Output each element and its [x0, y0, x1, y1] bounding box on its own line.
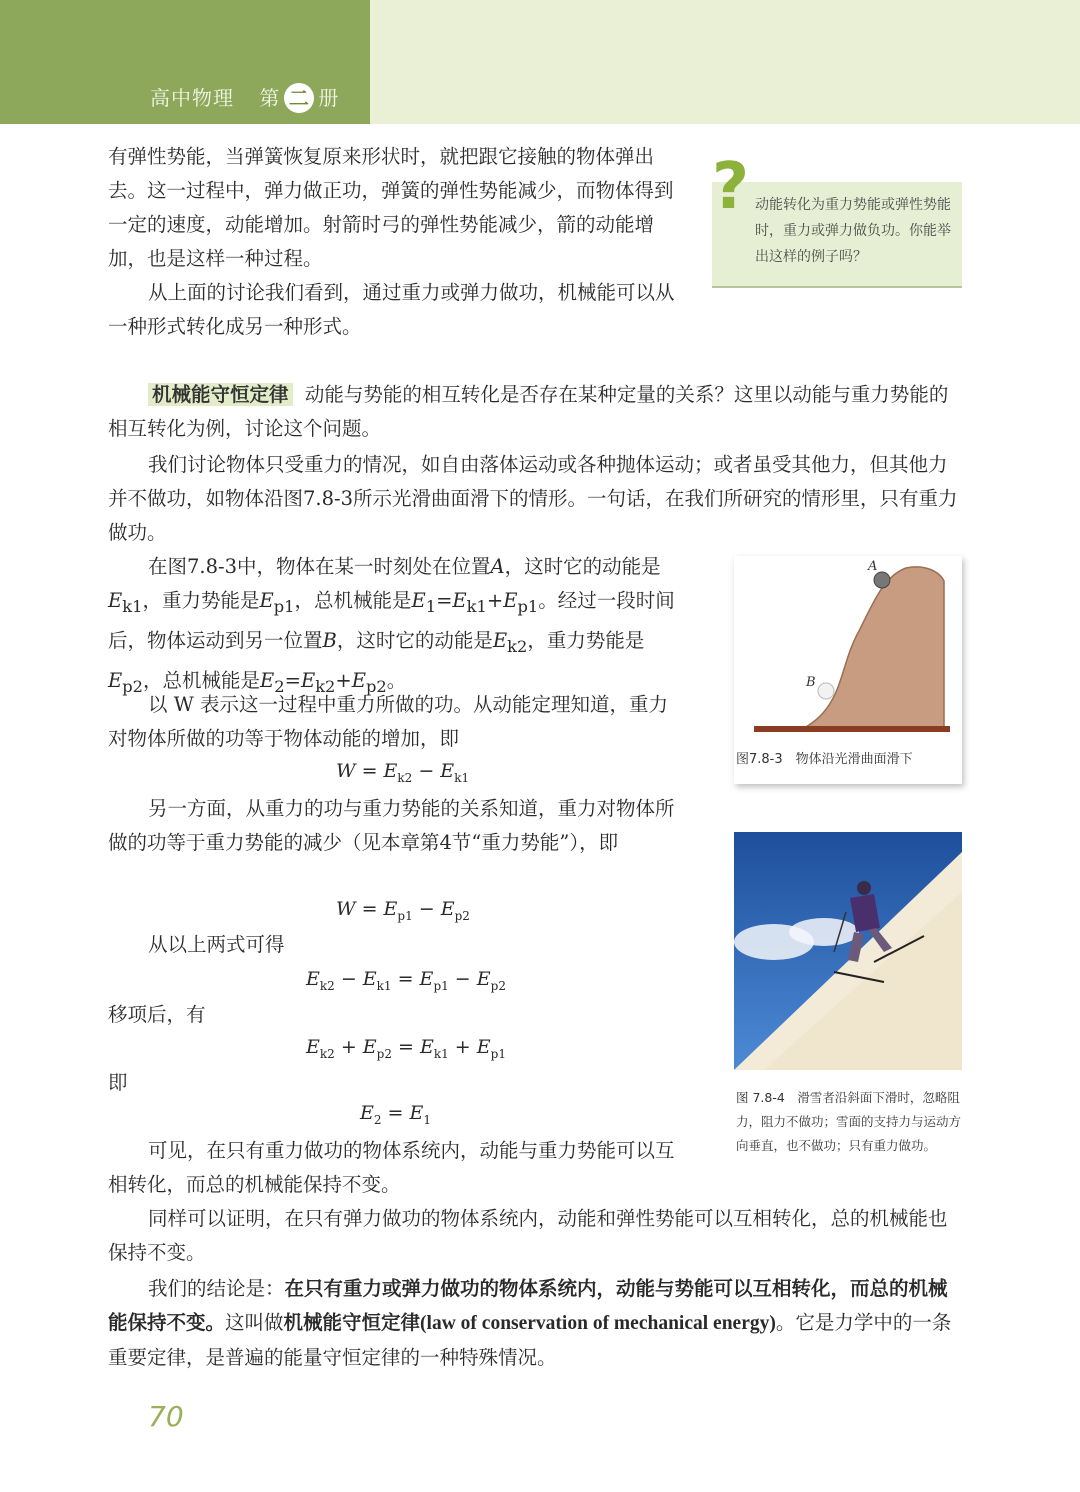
p13-part: 我们的结论是： [148, 1277, 285, 1300]
question-box-text [725, 192, 957, 270]
paragraph-10: 即 [108, 1071, 128, 1094]
law-name: 机械能守恒定律 [283, 1311, 421, 1334]
ball-at-a [874, 572, 890, 588]
figure-7-8-3 [734, 556, 962, 784]
question-text: 动能转化为重力势能或弹性势能时，重力或弹力做负功。你能举出这样的例子吗？ [755, 197, 951, 265]
book-title [150, 82, 339, 113]
equation-combined: $E_{k2} - E_{k1} = E_{p1} - E_{p2}$ [306, 968, 506, 993]
p13-part: 这叫做 [225, 1311, 284, 1334]
figure-7-8-3-caption: 图7.8-3 物体沿光滑曲面滑下 [736, 752, 913, 767]
paragraph-5: 在图7.8-3中，物体在某一时刻处在位置A，这时它的动能是$E_{k1}$，重力势能是$E_{p1}$，总机械能是$E_1=E_{k1}+E_{p1}$。经过一段时间后，物体运动到另一位置B，这时它的动能是$E_{k2}$，重力势能是$E_{p2}$，总机械能是$E_2=E_{k2}+E_{p2}$。 [108, 555, 675, 696]
point-b-label: B [322, 628, 337, 652]
p5-part: ，总机械能是 [294, 589, 412, 612]
p5-part: ，这时它的动能是 [504, 555, 661, 578]
ground-line [754, 726, 950, 732]
book-title-volume-suffix: 册 [318, 86, 340, 110]
paragraph-3 [108, 378, 964, 446]
paragraph-8: 从以上两式可得 [148, 933, 285, 956]
equation-work-kinetic: $W = E_{k2} - E_{k1}$ [336, 760, 470, 785]
figure-7-8-4-caption: 图 7.8-4 滑雪者沿斜面下滑时，忽略阻力，阻力不做功；雪面的支持力与运动方向垂直，也不做功；只有重力做功。 [736, 1090, 962, 1153]
paragraph-6: 以 W 表示这一过程中重力所做的功。从动能定理知道，重力对物体所做的功等于物体动能的增加，即 [108, 693, 668, 750]
paragraph-4: 我们讨论物体只受重力的情况，如自由落体运动或各种抛体运动；或者虽受其他力，但其他力并不做功，如物体沿图7.8-3所示光滑曲面滑下的情形。一句话，在我们所研究的情形里，只有重力做功。 [108, 453, 958, 544]
p5-part: 。经过一段时间后，物体运动到另一位置 [108, 589, 675, 652]
volume-number-badge: 二 [284, 83, 314, 113]
p13-part: 。它是力学中的一条重要定律，是普遍的能量守恒定律的一种特殊情况。 [108, 1311, 952, 1369]
conclusion-statement: 在只有重力或弹力做功的物体系统内，动能与势能可以互相转化，而总的机械能保持不变。 [108, 1277, 948, 1334]
paragraph-3-text: 动能与势能的相互转化是否存在某种定量的关系？这里以动能与重力势能的相互转化为例，讨论这个问题。 [108, 383, 949, 440]
paragraph-1: 有弹性势能，当弹簧恢复原来形状时，就把跟它接触的物体弹出去。这一过程中，弹力做正功，弹簧的弹性势能减少，而物体得到一定的速度，动能增加。射箭时弓的弹性势能减少，箭的动能增加，也是这样一种过程。 [108, 145, 674, 270]
book-title-volume-prefix: 第 [259, 86, 281, 110]
label-b: B [806, 675, 816, 690]
p5-part: ，重力势能是 [527, 628, 645, 652]
equation-work-potential: $W = E_{p1} - E_{p2}$ [336, 898, 470, 923]
law-name-english: (law of conservation of mechanical energy) [420, 1313, 776, 1334]
paragraph-2: 从上面的讨论我们看到，通过重力或弹力做功，机械能可以从一种形式转化成另一种形式。 [108, 281, 675, 338]
p5-part: 在图7.8-3中，物体在某一时刻处在位置 [148, 555, 491, 578]
curved-surface [804, 567, 944, 728]
paragraph-11: 可见，在只有重力做功的物体系统内，动能与重力势能可以互相转化，而总的机械能保持不变。 [108, 1139, 675, 1196]
skier-photo [734, 832, 962, 1070]
book-title-main: 高中物理 [150, 86, 234, 110]
header-band-light [370, 0, 1080, 124]
equation-conservation: $E_2 = E_1$ [360, 1102, 432, 1127]
equation-rearranged: $E_{k2} + E_{p2} = E_{k1} + E_{p1}$ [306, 1036, 506, 1061]
section-title: 机械能守恒定律 [148, 383, 293, 406]
ball-at-b [818, 683, 834, 699]
skier-illustration [734, 832, 962, 1070]
question-mark-icon: ? [712, 150, 750, 224]
point-a-label: A [490, 555, 505, 578]
label-a: A [868, 559, 878, 574]
paragraph-12: 同样可以证明，在只有弹力做功的物体系统内，动能和弹性势能可以互相转化，总的机械能也保持不变。 [108, 1207, 948, 1264]
paragraph-7: 另一方面，从重力的功与重力势能的关系知道，重力对物体所做的功等于重力势能的减少（见本章第4节“重力势能”），即 [108, 797, 675, 854]
page-number: 70 [148, 1400, 184, 1433]
p5-part: ，总机械能是 [143, 668, 261, 692]
p5-part: ，重力势能是 [142, 589, 260, 612]
paragraph-13 [108, 1272, 964, 1375]
p5-part: ，这时它的动能是 [336, 628, 493, 652]
paragraph-9: 移项后，有 [108, 1003, 206, 1026]
